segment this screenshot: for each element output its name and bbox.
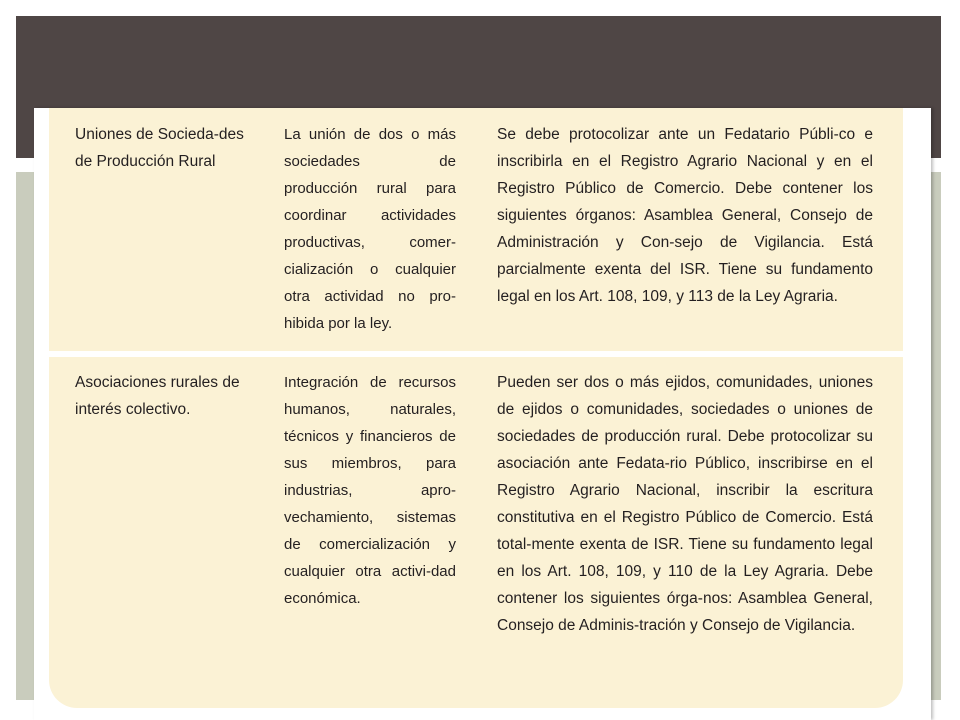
organization-description-cell: Integración de recursos humanos, naturales, técnicos y financieros de sus miembros, para industrias, apro-vechamiento, sistemas de comercialización y cualquier otra activi-dad económica.	[284, 374, 456, 607]
organization-description-cell: La unión de dos o más sociedades de producción rural para coordinar actividades productivas, comer-cialización o cualquier otra actividad no pro-hibida por la ley.	[284, 126, 456, 332]
organization-name-cell: Uniones de Socieda-des de Producción Rural	[75, 126, 244, 170]
rural-organizations-table	[49, 108, 903, 708]
organization-requirements-cell: Pueden ser dos o más ejidos, comunidades, uniones de ejidos o comunidades, sociedades o uniones de sociedades de producción rural. Debe protocolizar su asociación ante Fedata-rio Público, inscribirse en el Registro Agrario Nacional, inscribir la escritura constitutiva en el Registro Público de Comercio. Está total-mente exenta de ISR. Tiene su fundamento legal en los Art. 108, 109, y 110 de la Ley Agraria. Debe contener los siguientes órga-nos: Asamblea General, Consejo de Adminis-tración y Consejo de Vigilancia.	[497, 374, 873, 634]
scanned-page	[34, 108, 931, 720]
left-side-strip	[16, 172, 34, 700]
organization-name-cell: Asociaciones rurales de interés colectivo.	[75, 374, 240, 418]
table-row	[49, 108, 903, 351]
organization-requirements-cell: Se debe protocolizar ante un Fedatario Públi-co e inscribirla en el Registro Agrario Nacional y en el Registro Público de Comercio. Debe contener los siguientes órganos: Asamblea General, Consejo de Administración y Con-sejo de Vigilancia. Está parcialmente exenta del ISR. Tiene su fundamento legal en los Art. 108, 109, y 113 de la Ley Agraria.	[497, 126, 873, 305]
table-row	[49, 357, 903, 708]
